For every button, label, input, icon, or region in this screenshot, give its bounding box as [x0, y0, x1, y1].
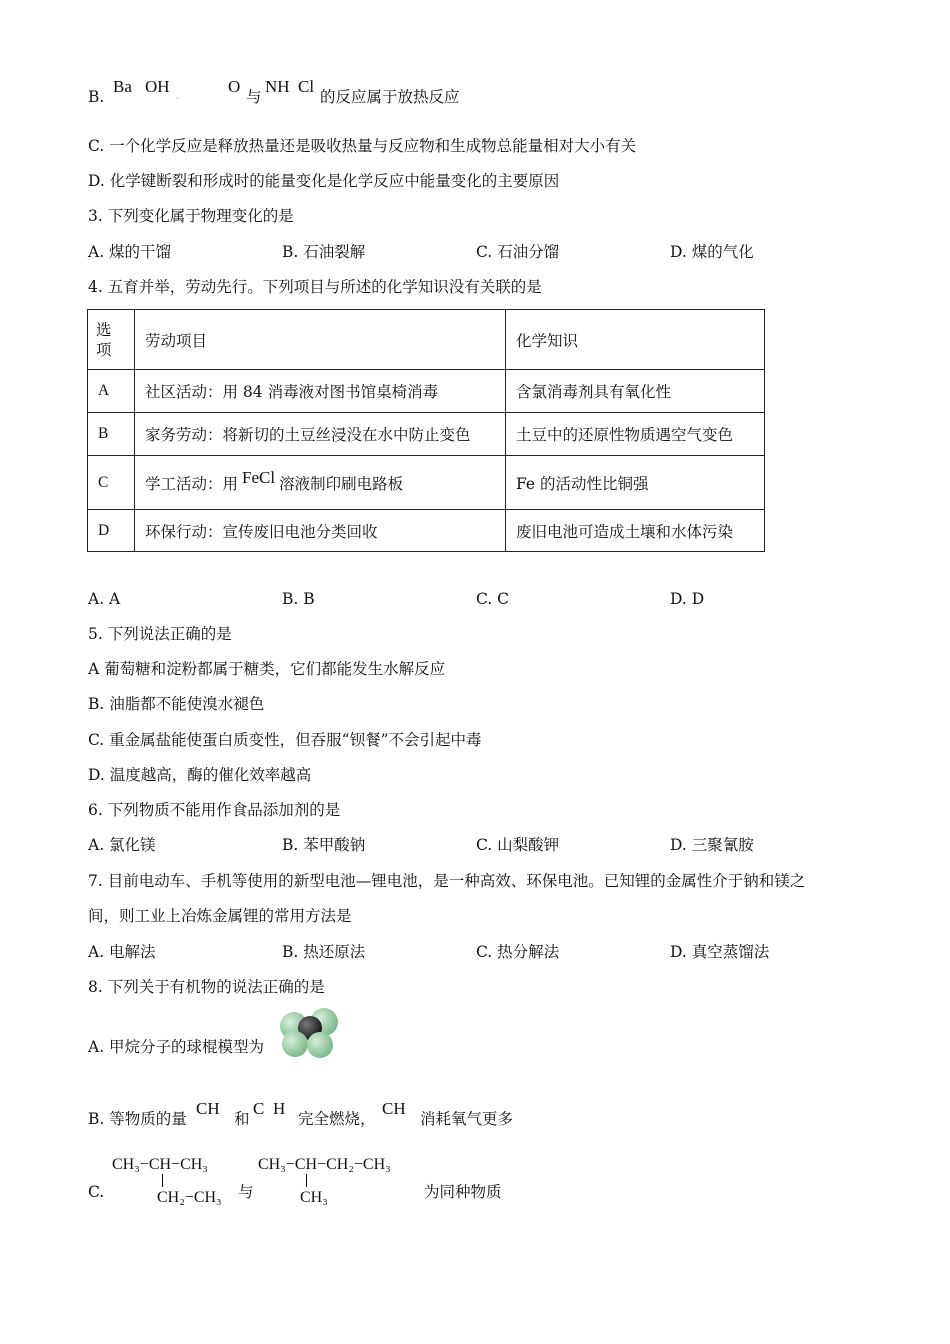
q5-option-b: B. 油脂都不能使溴水褪色 [88, 695, 265, 713]
q3-option-a: A. 煤的干馏 [88, 243, 172, 261]
q4-stem: 4. 五育并举，劳动先行。下列项目与所述的化学知识没有关联的是 [88, 278, 542, 296]
q6-option-c: C. 山梨酸钾 [476, 836, 560, 854]
q4-option-a: A. A [88, 590, 121, 608]
hydrogen-atom [282, 1031, 308, 1057]
structure-1-main-chain: CH₃−CH−CH₃ [112, 1156, 208, 1173]
q8-option-c-label: C. [88, 1183, 105, 1201]
q6-option-b: B. 苯甲酸钠 [282, 836, 366, 854]
methane-model-image [275, 1004, 345, 1062]
q3-option-c: C. 石油分馏 [476, 243, 560, 261]
structure-2-main-chain: CH₃−CH−CH₂−CH₃ [258, 1156, 391, 1173]
q5-option-d: D. 温度越高，酶的催化效率越高 [88, 766, 312, 784]
q4-option-d: D. D [670, 590, 705, 608]
table-header-row [88, 310, 765, 370]
q2-option-b: B. Ba OH · O 与 NH Cl 的反应属于放热反应 [88, 77, 460, 106]
formula-ch4-2: CH [382, 1099, 406, 1118]
q3-option-b: B. 石油裂解 [282, 243, 366, 261]
table-row: C 学工活动：用 FeCl 溶液制印刷电路板 Fe 的活动性比铜强 [88, 456, 765, 510]
q7-option-c: C. 热分解法 [476, 943, 560, 961]
q8-option-a: A. 甲烷分子的球棍模型为 [88, 1038, 265, 1056]
q6-option-d: D. 三聚氰胺 [670, 836, 754, 854]
header-project: 劳动项目 [135, 310, 506, 370]
q8-option-b: B. 等物质的量 CH 和 C H 完全燃烧， CH 消耗氧气更多 [88, 1099, 514, 1128]
header-knowledge: 化学知识 [506, 310, 765, 370]
q2-chem-oh: OH [145, 77, 170, 96]
q7-option-b: B. 热还原法 [282, 943, 366, 961]
q7-stem-line2: 间，则工业上冶炼金属锂的常用方法是 [88, 907, 352, 925]
hydrogen-atom [307, 1032, 333, 1058]
q5-option-a: A 葡萄糖和淀粉都属于糖类，它们都能发生水解反应 [88, 660, 446, 678]
fecl-formula: FeCl [242, 467, 276, 487]
q4-option-c: C. C [476, 590, 510, 608]
table-row: A 社区活动：用 84 消毒液对图书馆桌椅消毒 含氯消毒剂具有氧化性 [88, 370, 765, 413]
formula-ch4: CH [196, 1099, 220, 1118]
q2-chem-ba: Ba [113, 77, 132, 96]
formula-c2h6-c: C [253, 1099, 265, 1118]
header-option: 选 项 [88, 310, 135, 370]
q7-option-d: D. 真空蒸馏法 [670, 943, 770, 961]
formula-c2h6-h: H [273, 1099, 286, 1118]
q2-chem-cl: Cl [298, 77, 315, 96]
q3-option-d: D. 煤的气化 [670, 243, 754, 261]
q5-stem: 5. 下列说法正确的是 [88, 625, 232, 643]
q6-stem: 6. 下列物质不能用作食品添加剂的是 [88, 801, 341, 819]
struct-join-word: 与 [238, 1183, 254, 1201]
q4-table [87, 309, 765, 552]
q8-option-c-suffix: 为同种物质 [424, 1183, 502, 1201]
q7-stem-line1: 7. 目前电动车、手机等使用的新型电池—锂电池，是一种高效、环保电池。已知锂的金属性介于钠和镁之 [88, 872, 806, 890]
table-row: D 环保行动：宣传废旧电池分类回收 废旧电池可造成土壤和水体污染 [88, 510, 765, 552]
q2-chem-o: O [228, 77, 241, 96]
q2-option-d: D. 化学键断裂和形成时的能量变化是化学反应中能量变化的主要原因 [88, 172, 560, 190]
q3-stem: 3. 下列变化属于物理变化的是 [88, 207, 294, 225]
q7-option-a: A. 电解法 [88, 943, 156, 961]
q4-option-b: B. B [282, 590, 315, 608]
q8-stem: 8. 下列关于有机物的说法正确的是 [88, 978, 325, 996]
structure-2-branch-bond [306, 1174, 307, 1187]
q2-chem-nh: NH [265, 77, 290, 96]
structure-1-branch: CH₂−CH₃ [157, 1189, 222, 1206]
structure-1-branch-bond [162, 1174, 163, 1187]
structure-2-branch: CH₃ [300, 1189, 328, 1206]
q5-option-c: C. 重金属盐能使蛋白质变性，但吞服“钡餐”不会引起中毒 [88, 731, 482, 749]
q2-option-c: C. 一个化学反应是释放热量还是吸收热量与反应物和生成物总能量相对大小有关 [88, 137, 637, 155]
table-row: B 家务劳动：将新切的土豆丝浸没在水中防止变色 土豆中的还原性物质遇空气变色 [88, 413, 765, 456]
q6-option-a: A. 氯化镁 [88, 836, 156, 854]
